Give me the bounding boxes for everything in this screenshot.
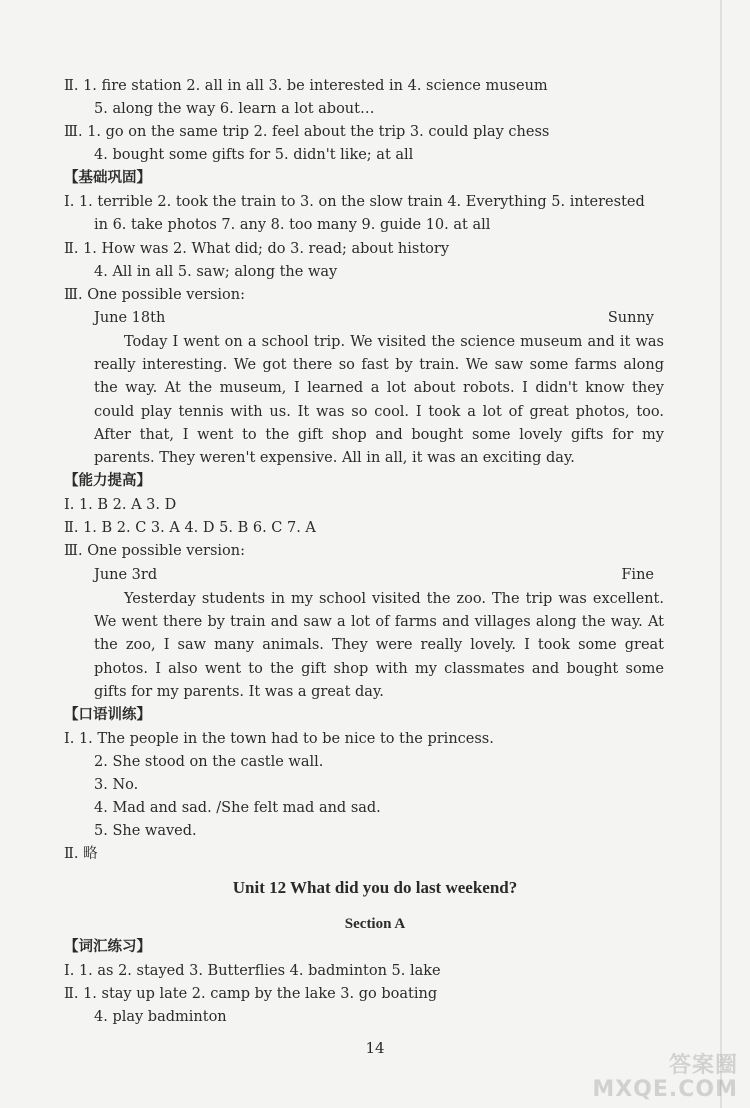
diary-1-header: [94, 308, 654, 328]
diary-1-weather: Sunny: [607, 310, 654, 326]
diary-2-header: [94, 565, 654, 585]
cihui-line-2: Ⅱ. 1. stay up late 2. camp by the lake 3. go boating: [64, 986, 438, 1002]
page-edge: [720, 0, 722, 1108]
diary-2-text: Yesterday students in my school visited the zoo. The trip was excellent. We went there by train and saw a lot of farms and villages along the way. At the zoo, I saw many animals. They were really lovely. I took some great photos. I also went to the gift shop with my classmates and bought some gifts for my parents. It was a great day.: [94, 591, 664, 700]
part1-line-3: Ⅲ. 1. go on the same trip 2. feel about the trip 3. could play chess: [64, 124, 550, 140]
part1-line-2: 5. along the way 6. learn a lot about…: [94, 101, 375, 117]
nengli-line-1: Ⅰ. 1. B 2. A 3. D: [64, 497, 177, 513]
jichu-line-2: in 6. take photos 7. any 8. too many 9. guide 10. at all: [94, 217, 491, 233]
kouyu-line-6: Ⅱ. 略: [64, 846, 98, 862]
cihui-heading: 【词汇练习】: [64, 939, 151, 955]
page-number: 14: [365, 1039, 385, 1057]
watermark-line-2: MXQE.COM: [592, 1077, 738, 1102]
diary-1-text: Today I went on a school trip. We visited the science museum and it was really interesting. We got there so fast by train. We saw some farms along the way. At the museum, I learned a lot about robots. I didn't know they could play tennis with us. It was so cool. I took a lot of great photos, too. After that, I went to the gift shop and bought some lovely gifts for my parents. They weren't expensive. All in all, it was an exciting day.: [94, 334, 664, 467]
part1-line-1: Ⅱ. 1. fire station 2. all in all 3. be interested in 4. science museum: [64, 78, 548, 94]
kouyu-heading: 【口语训练】: [64, 707, 151, 723]
kouyu-line-1: Ⅰ. 1. The people in the town had to be nice to the princess.: [64, 731, 494, 747]
kouyu-line-3: 3. No.: [94, 777, 139, 793]
jichu-line-5: Ⅲ. One possible version:: [64, 287, 245, 303]
jichu-line-3: Ⅱ. 1. How was 2. What did; do 3. read; about history: [64, 241, 450, 257]
jichu-line-1: Ⅰ. 1. terrible 2. took the train to 3. on the slow train 4. Everything 5. interested: [64, 194, 645, 210]
cihui-line-1: Ⅰ. 1. as 2. stayed 3. Butterflies 4. badminton 5. lake: [64, 963, 441, 979]
diary-2-weather: Fine: [621, 567, 654, 583]
unit-title: Unit 12 What did you do last weekend?: [232, 878, 518, 897]
jichu-line-4: 4. All in all 5. saw; along the way: [94, 264, 338, 280]
watermark: [592, 1054, 738, 1102]
kouyu-line-2: 2. She stood on the castle wall.: [94, 754, 324, 770]
diary-1-date: June 18th: [94, 310, 166, 326]
jichu-heading: 【基础巩固】: [64, 170, 151, 186]
nengli-line-2: Ⅱ. 1. B 2. C 3. A 4. D 5. B 6. C 7. A: [64, 520, 316, 536]
watermark-line-1: 答案圈: [668, 1053, 738, 1078]
nengli-line-3: Ⅲ. One possible version:: [64, 543, 245, 559]
nengli-heading: 【能力提高】: [64, 473, 151, 489]
cihui-line-3: 4. play badminton: [94, 1009, 227, 1025]
kouyu-line-4: 4. Mad and sad. /She felt mad and sad.: [94, 800, 381, 816]
kouyu-line-5: 5. She waved.: [94, 823, 197, 839]
diary-2-date: June 3rd: [94, 567, 158, 583]
section-title: Section A: [344, 916, 406, 932]
part1-line-4: 4. bought some gifts for 5. didn't like; at all: [94, 147, 414, 163]
